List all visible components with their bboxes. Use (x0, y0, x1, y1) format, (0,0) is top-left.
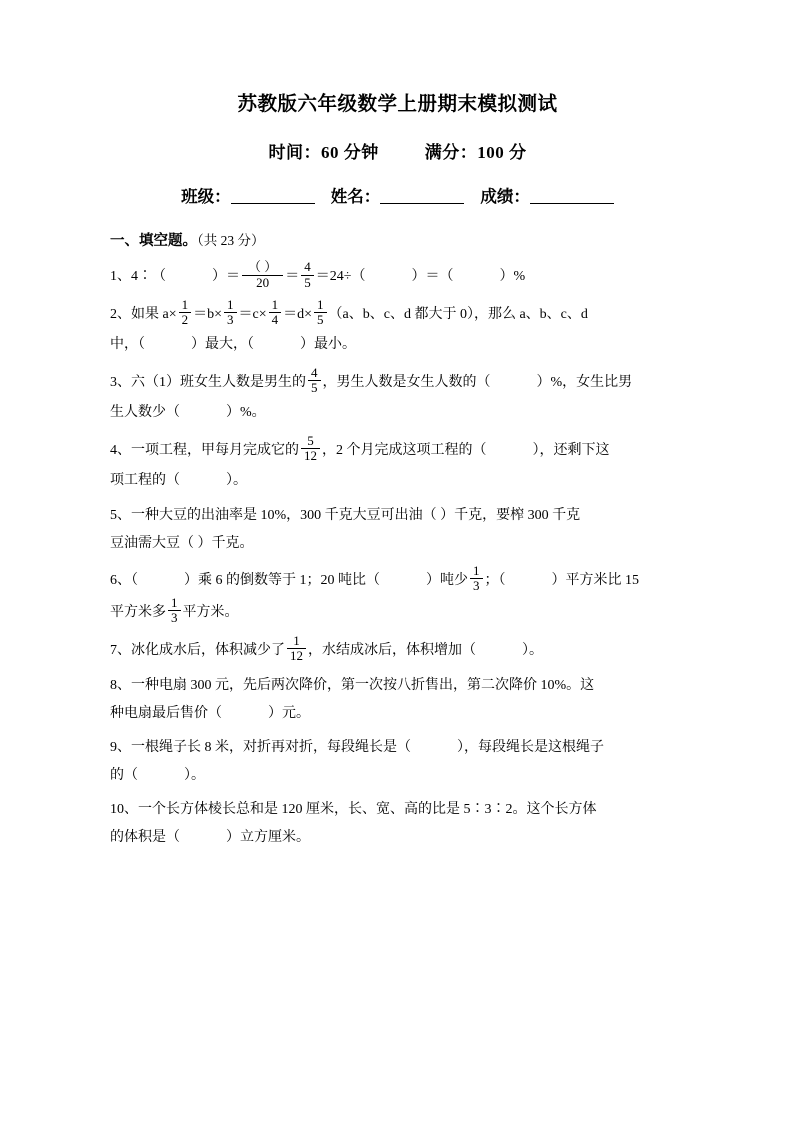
q2-f4-num: 1 (314, 298, 327, 314)
q3-text-c: ）%，女生比男 (536, 374, 633, 390)
q2-fraction-2 (224, 298, 237, 328)
q2-f2-den: 3 (227, 312, 234, 328)
class-blank[interactable] (231, 188, 315, 204)
q6-f2-num: 1 (168, 596, 181, 612)
question-5 (110, 502, 685, 558)
q6-fraction-2 (168, 596, 181, 626)
question-7 (110, 634, 685, 666)
question-2 (110, 298, 685, 360)
q3-text-a: 3、六（1）班女生人数是男生的 (110, 374, 306, 390)
q4-text-c: ），还剩下这 (532, 442, 610, 458)
q6-fraction-1 (470, 564, 483, 594)
time-label: 时间：60 分钟 (268, 143, 379, 162)
exam-meta (110, 138, 685, 163)
question-8 (110, 672, 685, 728)
q1-frac2-numerator: 4 (301, 260, 314, 276)
q2-f3-num: 1 (269, 298, 282, 314)
page-title: 苏教版六年级数学上册期末模拟测试 (237, 94, 558, 115)
q7-fraction (287, 634, 306, 664)
q1-fraction-1 (242, 260, 283, 290)
q6-line2-a: 平方米多 (110, 604, 166, 620)
q3-line2-b: ）%。 (226, 404, 266, 420)
q10-line2-b: ）立方厘米。 (226, 829, 310, 845)
question-9 (110, 734, 685, 790)
q9-line2-a: 的（ (110, 767, 138, 783)
q1-text-c: ＝ (285, 268, 300, 284)
q2-text-e: （a、b、c、d 都大于 0），那么 a、b、c、d (328, 306, 588, 322)
q2-f3-den: 4 (271, 312, 279, 328)
q9-line2-b: ）。 (184, 767, 205, 783)
section-fill-in-blanks-heading (110, 229, 685, 250)
q6-text-b: ）乘 6 的倒数等于 1；20 吨比（ (184, 572, 380, 588)
question-6 (110, 564, 685, 628)
q7-text-a: 7、冰化成水后，体积减少了 (110, 642, 285, 658)
q1-frac2-denominator: 5 (304, 274, 311, 290)
q6-line2-b: 平方米。 (182, 604, 239, 620)
section-title: 一、填空题。 (110, 233, 197, 249)
q6-text-d: ；（ (484, 572, 506, 588)
q2-line2-b: ）最大，（ (191, 336, 254, 352)
q2-fraction-1 (179, 298, 192, 328)
q7-text-c: ）。 (522, 642, 543, 658)
q1-text-e: ）＝（ (411, 268, 454, 284)
name-blank[interactable] (380, 188, 464, 204)
question-10 (110, 796, 685, 852)
q2-text-b: ＝b× (193, 306, 223, 322)
question-3 (110, 366, 685, 428)
q3-text-b: ，男生人数是女生人数的（ (322, 374, 491, 390)
q3-frac-num: 4 (308, 366, 321, 382)
q1-text-b: ）＝ (212, 268, 240, 284)
section-points: （共 23 分） (197, 233, 265, 248)
q1-text-a: 1、4∶（ (110, 268, 166, 284)
grade-label: 成绩： (480, 187, 530, 206)
q4-frac-num: 5 (301, 434, 320, 450)
q3-fraction (308, 366, 321, 396)
student-info-line (110, 183, 685, 207)
q9-text-b: ），每段绳长是这根绳子 (457, 739, 604, 755)
q7-text-b: ，水结成冰后，体积增加（ (308, 642, 476, 658)
q7-frac-den: 12 (290, 648, 303, 664)
q4-text-a: 4、一项工程，甲每月完成它的 (110, 442, 299, 458)
q2-text-d: ＝d× (283, 306, 313, 322)
question-1 (110, 260, 685, 292)
q4-frac-den: 12 (304, 448, 317, 464)
q2-text-a: 2、如果 a× (110, 306, 177, 322)
grade-field (480, 183, 614, 207)
q6-text-e: ）平方米比 15 (551, 572, 639, 588)
q9-text-a: 9、一根绳子长 8 米，对折再对折，每段绳长是（ (110, 739, 411, 755)
q6-f1-den: 3 (473, 578, 480, 594)
q10-line2-a: 的体积是（ (110, 829, 180, 845)
q8-line2-b: ）元。 (268, 705, 310, 721)
q2-f4-den: 5 (317, 312, 324, 328)
class-label: 班级： (181, 187, 231, 206)
grade-blank[interactable] (530, 188, 614, 204)
q2-line2-c: ）最小。 (300, 336, 356, 352)
q1-fraction-2 (301, 260, 314, 290)
q8-line2-a: 种电扇最后售价（ (110, 705, 222, 721)
q6-text-a: 6、（ (110, 572, 138, 588)
q2-text-c: ＝c× (238, 306, 267, 322)
q3-frac-den: 5 (311, 380, 318, 396)
q4-text-b: ，2 个月完成这项工程的（ (322, 442, 487, 458)
q3-line2-a: 生人数少（ (110, 404, 180, 420)
q1-text-f: ）% (499, 268, 526, 284)
q10-line1: 10、一个长方体棱长总和是 120 厘米，长、宽、高的比是 5∶3∶2。这个长方体 (110, 801, 597, 817)
q2-fraction-4 (314, 298, 327, 328)
q6-f2-den: 3 (171, 610, 178, 626)
q4-line2-b: ）。 (226, 472, 247, 488)
q4-line2-a: 项工程的（ (110, 472, 180, 488)
q2-fraction-3 (269, 298, 282, 328)
q6-f1-num: 1 (470, 564, 483, 580)
q2-line2-a: 中，（ (110, 336, 145, 352)
q1-frac1-denominator: 20 (256, 274, 270, 290)
name-label: 姓名： (330, 187, 381, 206)
q2-f1-num: 1 (179, 298, 192, 314)
q5-line1: 5、一种大豆的出油率是 10%，300 千克大豆可出油（ ）千克，要榨 300 千克 (110, 507, 581, 523)
q6-text-c: ）吨少 (426, 572, 468, 588)
q5-line2: 豆油需大豆（ ）千克。 (110, 535, 254, 551)
q7-frac-num: 1 (287, 634, 306, 650)
class-field (181, 183, 315, 207)
question-4 (110, 434, 685, 496)
score-label: 满分：100 分 (424, 143, 527, 162)
q2-f1-den: 2 (181, 312, 189, 328)
q1-frac1-numerator: （ ） (242, 260, 283, 276)
q2-f2-num: 1 (224, 298, 237, 314)
q8-line1: 8、一种电扇 300 元，先后两次降价，第一次按八折售出，第二次降价 10%。这 (110, 677, 595, 693)
q4-fraction (301, 434, 320, 464)
q1-text-d: ＝24÷（ (315, 268, 366, 284)
name-field (331, 183, 465, 207)
